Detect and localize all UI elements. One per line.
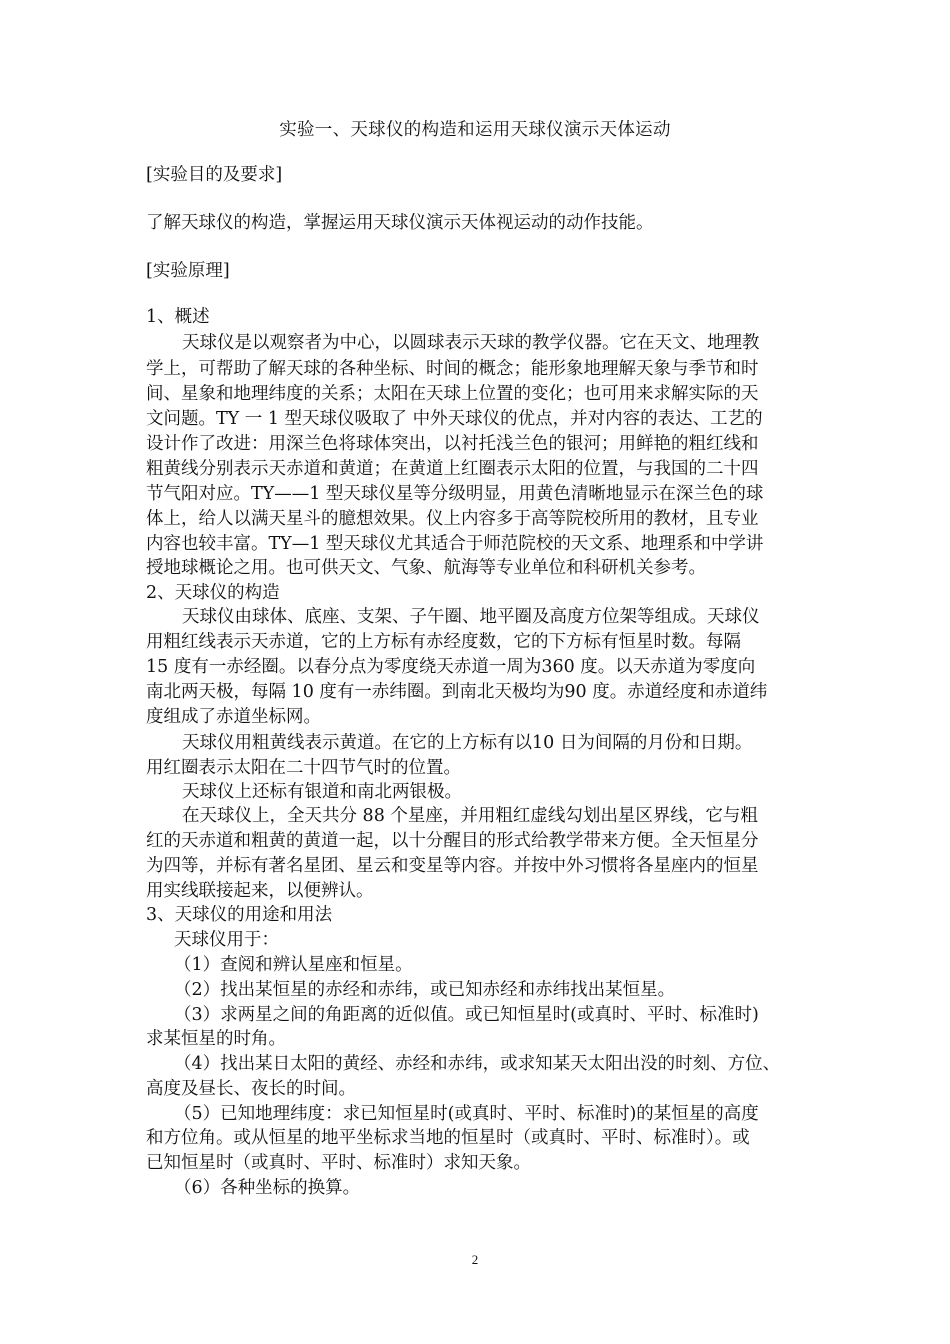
- structure-line: 为四等，并标有著名星团、星云和变星等内容。并按中外习惯将各星座内的恒星: [146, 856, 759, 876]
- usage-line: （4）找出某日太阳的黄经、赤经和赤纬，或求知某天太阳出没的时刻、方位、: [174, 1054, 781, 1074]
- usage-line: （5）已知地理纬度：求已知恒星时(或真时、平时、标准时)的某恒星的高度: [174, 1104, 759, 1124]
- overview-line: 内容也较丰富。TY—1 型天球仪尤其适合于师范院校的天文系、地理系和中学讲: [146, 534, 764, 554]
- overview-line: 授地球概论之用。也可供天文、气象、航海等专业单位和科研机关参考。: [146, 558, 706, 578]
- structure-line: 天球仪用粗黄线表示黄道。在它的上方标有以10 日为间隔的月份和日期。: [182, 733, 753, 753]
- usage-heading: 3、天球仪的用途和用法: [146, 905, 333, 925]
- usage-line: （1）查阅和辨认星座和恒星。: [174, 955, 413, 975]
- overview-line: 粗黄线分别表示天赤道和黄道；在黄道上红圈表示太阳的位置，与我国的二十四: [146, 459, 759, 479]
- usage-line: 高度及昼长、夜长的时间。: [146, 1079, 356, 1099]
- usage-line: （6）各种坐标的换算。: [174, 1178, 361, 1198]
- structure-line: 用粗红线表示天赤道，它的上方标有赤经度数，它的下方标有恒星时数。每隔: [146, 632, 741, 652]
- structure-line: 南北两天极，每隔 10 度有一赤纬圈。到南北天极均为90 度。赤道经度和赤道纬: [146, 682, 768, 702]
- overview-line: 文问题。TY 一 1 型天球仪吸取了 中外天球仪的优点，并对内容的表达、工艺的: [146, 409, 763, 429]
- overview-line: 学上，可帮助了解天球的各种坐标、时间的概念；能形象地理解天象与季节和时: [146, 359, 759, 379]
- overview-heading: 1、概述: [146, 307, 210, 327]
- structure-line: 在天球仪上，全天共分 88 个星座，并用粗红虚线勾划出星区界线，它与粗: [182, 806, 758, 826]
- structure-line: 天球仪由球体、底座、支架、子午圈、地平圈及高度方位架等组成。天球仪: [182, 607, 760, 627]
- page-number: 2: [471, 1252, 479, 1267]
- overview-line: 节气阳对应。TY——1 型天球仪星等分级明显，用黄色清晰地显示在深兰色的球: [146, 484, 764, 504]
- overview-line: 间、星象和地理纬度的关系；太阳在天球上位置的变化；也可用来求解实际的天: [146, 384, 759, 404]
- document-title: 实验一、天球仪的构造和运用天球仪演示天体运动: [279, 120, 671, 140]
- usage-line: （3）求两星之间的角距离的近似值。或已知恒星时(或真时、平时、标准时): [174, 1005, 759, 1025]
- overview-line: 天球仪是以观察者为中心，以圆球表示天球的教学仪器。它在天文、地理教: [182, 333, 760, 353]
- usage-line: 求某恒星的时角。: [146, 1029, 286, 1049]
- usage-line: （2）找出某恒星的赤经和赤纬，或已知赤经和赤纬找出某恒星。: [174, 980, 676, 1000]
- structure-line: 用实线联接起来，以便辨认。: [146, 881, 374, 901]
- overview-line: 体上，给人以满天星斗的臆想效果。仪上内容多于高等院校所用的教材，且专业: [146, 509, 759, 529]
- purpose-text: 了解天球仪的构造，掌握运用天球仪演示天体视运动的动作技能。: [146, 213, 654, 233]
- principle-heading: [实验原理]: [146, 261, 230, 281]
- structure-line: 天球仪上还标有银道和南北两银极。: [182, 782, 462, 802]
- usage-line: 天球仪用于：: [174, 930, 279, 950]
- structure-line: 红的天赤道和粗黄的黄道一起，以十分醒目的形式给教学带来方便。全天恒星分: [146, 831, 759, 851]
- structure-line: 15 度有一赤经圈。以春分点为零度绕天赤道一周为360 度。以天赤道为零度向: [146, 657, 756, 677]
- structure-heading: 2、天球仪的构造: [146, 583, 280, 603]
- overview-line: 设计作了改进：用深兰色将球体突出，以衬托浅兰色的银河；用鲜艳的粗红线和: [146, 434, 759, 454]
- structure-line: 用红圈表示太阳在二十四节气时的位置。: [146, 758, 461, 778]
- usage-line: 已知恒星时（或真时、平时、标准时）求知天象。: [146, 1153, 531, 1173]
- structure-line: 度组成了赤道坐标网。: [146, 707, 321, 727]
- usage-line: 和方位角。或从恒星的地平坐标求当地的恒星时（或真时、平时、标准时）。或: [146, 1128, 750, 1148]
- purpose-heading: [实验目的及要求]: [146, 165, 283, 185]
